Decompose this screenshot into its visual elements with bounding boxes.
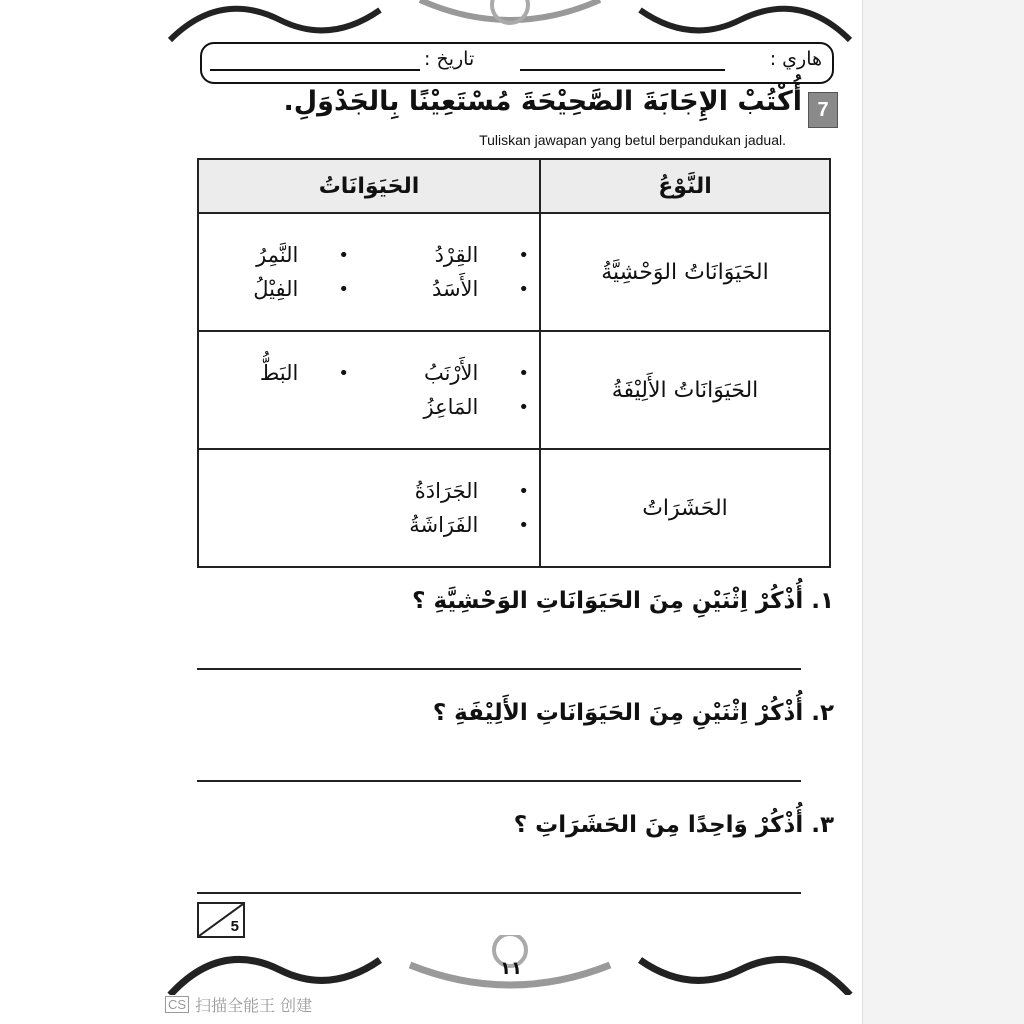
instruction-arabic: أُكْتُبْ الإِجَابَةَ الصَّحِيْحَةَ مُسْتَعِيْنًا بِالجَدْوَلِ. bbox=[283, 86, 802, 117]
exercise-number: 7 bbox=[808, 92, 838, 128]
watermark-text: 扫描全能王 创建 bbox=[195, 996, 313, 1015]
instruction-malay: Tuliskan jawapan yang betul berpandukan jadual. bbox=[479, 132, 786, 148]
animal-item: المَاعِزُ bbox=[423, 395, 479, 419]
bullet-icon: • bbox=[518, 514, 529, 536]
header-type: النَّوْعُ bbox=[540, 159, 830, 213]
date-input-line[interactable] bbox=[210, 69, 420, 71]
name-date-box bbox=[200, 42, 834, 84]
answer-line-3[interactable] bbox=[197, 892, 801, 894]
date-label: تاريخ : bbox=[424, 48, 475, 70]
answer-line-2[interactable] bbox=[197, 780, 801, 782]
bullet-icon: • bbox=[338, 362, 349, 384]
score-total: 5 bbox=[230, 918, 239, 935]
animal-item: القِرْدُ bbox=[434, 243, 479, 267]
table-row bbox=[198, 213, 830, 331]
answer-line-1[interactable] bbox=[197, 668, 801, 670]
table-row bbox=[198, 449, 830, 567]
type-cell: الحَيَوَانَاتُ الوَحْشِيَّةُ bbox=[540, 213, 830, 331]
animal-item: الفَرَاشَةُ bbox=[409, 513, 479, 537]
bullet-icon: • bbox=[518, 278, 529, 300]
animal-item: الأَرْنَبُ bbox=[423, 361, 479, 385]
animal-item: البَطُّ bbox=[259, 361, 299, 385]
day-label: هاري : bbox=[769, 48, 822, 70]
bullet-icon: • bbox=[338, 244, 349, 266]
animal-item: الجَرَادَةُ bbox=[414, 479, 479, 503]
question-1: ١. أُذْكُرْ اِثْنَيْنِ مِنَ الحَيَوَانَاتِ الوَحْشِيَّةِ ؟ bbox=[412, 588, 834, 614]
animals-table bbox=[197, 158, 831, 568]
animal-item: النَّمِرُ bbox=[256, 243, 299, 267]
bullet-icon: • bbox=[518, 244, 529, 266]
score-box bbox=[197, 902, 245, 938]
bullet-icon: • bbox=[518, 480, 529, 502]
animal-item: الفِيْلُ bbox=[253, 277, 299, 301]
type-cell: الحَيَوَانَاتُ الأَلِيْفَةُ bbox=[540, 331, 830, 449]
type-cell: الحَشَرَاتُ bbox=[540, 449, 830, 567]
table-row bbox=[198, 331, 830, 449]
page-edge bbox=[862, 0, 1024, 1024]
header-animals: الحَيَوَانَاتُ bbox=[198, 159, 540, 213]
bullet-icon: • bbox=[518, 396, 529, 418]
question-3: ٣. أُذْكُرْ وَاحِدًا مِنَ الحَشَرَاتِ ؟ bbox=[513, 812, 834, 838]
bullet-icon: • bbox=[338, 278, 349, 300]
scanner-watermark bbox=[165, 993, 312, 1016]
question-2: ٢. أُذْكُرْ اِثْنَيْنِ مِنَ الحَيَوَانَاتِ الأَلِيْفَةِ ؟ bbox=[432, 700, 834, 726]
camscanner-logo: CS bbox=[165, 996, 189, 1013]
animal-item: الأَسَدُ bbox=[431, 277, 479, 301]
day-input-line[interactable] bbox=[520, 69, 725, 71]
page-number: ١١ bbox=[500, 958, 522, 979]
bullet-icon: • bbox=[518, 362, 529, 384]
